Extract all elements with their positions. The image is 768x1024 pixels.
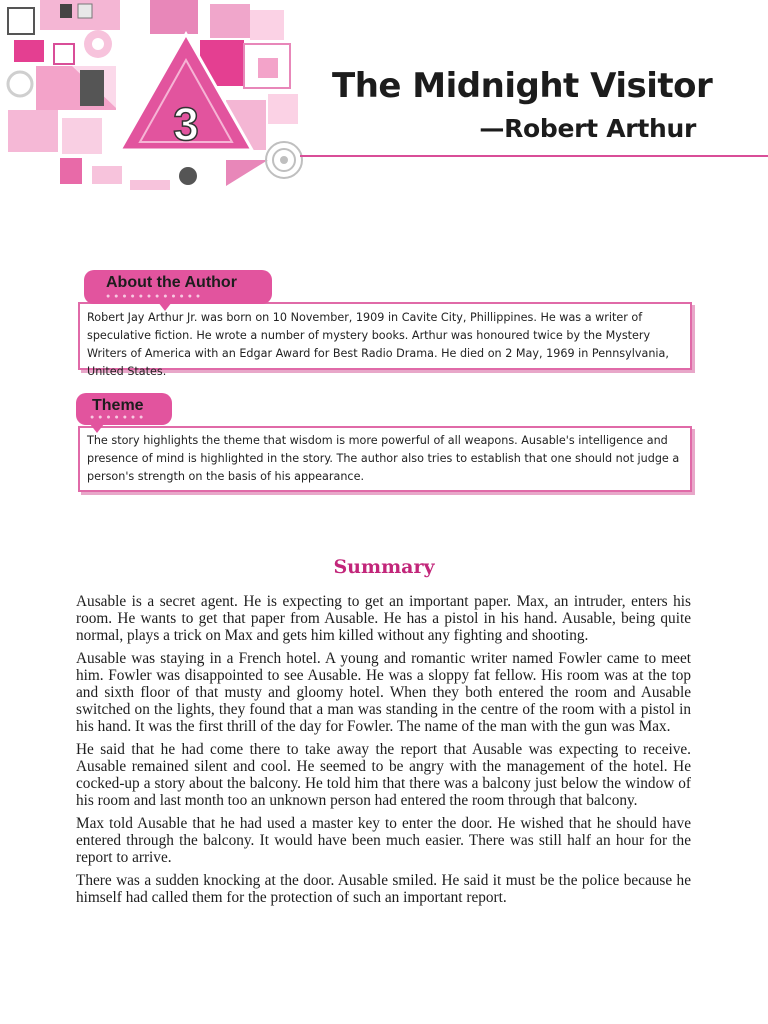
theme-box bbox=[78, 426, 692, 492]
about-author-tab-pointer bbox=[158, 302, 172, 311]
title-divider bbox=[300, 155, 768, 157]
summary-paragraph: He said that he had come there to take away the report that Ausable was expecting to receive. Ausable remained silent and cool. He seemed to be angry with the management of the hotel. He cocked-up a story about the balcony. He told him that there was a balcony just below the window of his room and last month too an unknown person had entered the room through that balcony. bbox=[76, 741, 691, 809]
decorative-mosaic bbox=[0, 0, 310, 190]
chapter-author: —Robert Arthur bbox=[479, 114, 696, 143]
tab-dots-decoration: ● ● ● ● ● ● ● bbox=[90, 414, 145, 421]
summary-paragraph: There was a sudden knocking at the door. Ausable smiled. He said it must be the police because he himself had called them for the protection of such an important report. bbox=[76, 872, 691, 906]
chapter-number: 3 bbox=[173, 98, 199, 150]
chapter-title: The Midnight Visitor bbox=[332, 66, 713, 106]
theme-tab bbox=[76, 393, 172, 425]
summary-paragraph: Ausable was staying in a French hotel. A young and romantic writer named Fowler came to meet him. Fowler was disappointed to see Ausable. He was a sloppy fat fellow. His room was at the top and sixth floor of that musty and gloomy hotel. When they both entered the room and Ausable switched on the lights, they found that a man was standing in the centre of the room with a pistol in his hand. It was the first thrill of the day for Fowler. The name of the man with the gun was Max. bbox=[76, 650, 691, 735]
summary-heading: Summary bbox=[333, 556, 435, 578]
about-author-tab-label: About the Author bbox=[106, 274, 237, 291]
summary-paragraph: Max told Ausable that he had used a master key to enter the door. He wished that he should have entered through the balcony. It would have been much easier. There was still half an hour for the report to arrive. bbox=[76, 815, 691, 866]
about-author-box bbox=[78, 302, 692, 378]
tab-dots-decoration: ● ● ● ● ● ● ● ● ● ● ● ● bbox=[106, 293, 202, 300]
summary-body bbox=[76, 593, 691, 912]
about-author-tab bbox=[84, 270, 272, 304]
theme-text: The story highlights the theme that wisdom is more powerful of all weapons. Ausable's intelligence and presence of mind is highlighted in the story. The author also tries to establish that one should not judge a person's strength on the basis of his appearance. bbox=[87, 434, 680, 483]
theme-tab-label: Theme bbox=[92, 397, 144, 414]
summary-paragraph: Ausable is a secret agent. He is expecting to get an important paper. Max, an intruder, enters his room. He wants to get that paper from Ausable. He has a pistol in his hand. Ausable, being quite normal, plays a trick on Max and gets him killed without any fighting and shooting. bbox=[76, 593, 691, 644]
about-author-text: Robert Jay Arthur Jr. was born on 10 November, 1909 in Cavite City, Phillippines. He was a writer of speculative fiction. He wrote a number of mystery books. Arthur was honoured twice by the Mystery Writers of America with an Edgar Award for Best Radio Drama. He died on 2 May, 1969 in Pennsylvania, United States. bbox=[87, 311, 669, 378]
theme-tab-pointer bbox=[90, 424, 104, 433]
